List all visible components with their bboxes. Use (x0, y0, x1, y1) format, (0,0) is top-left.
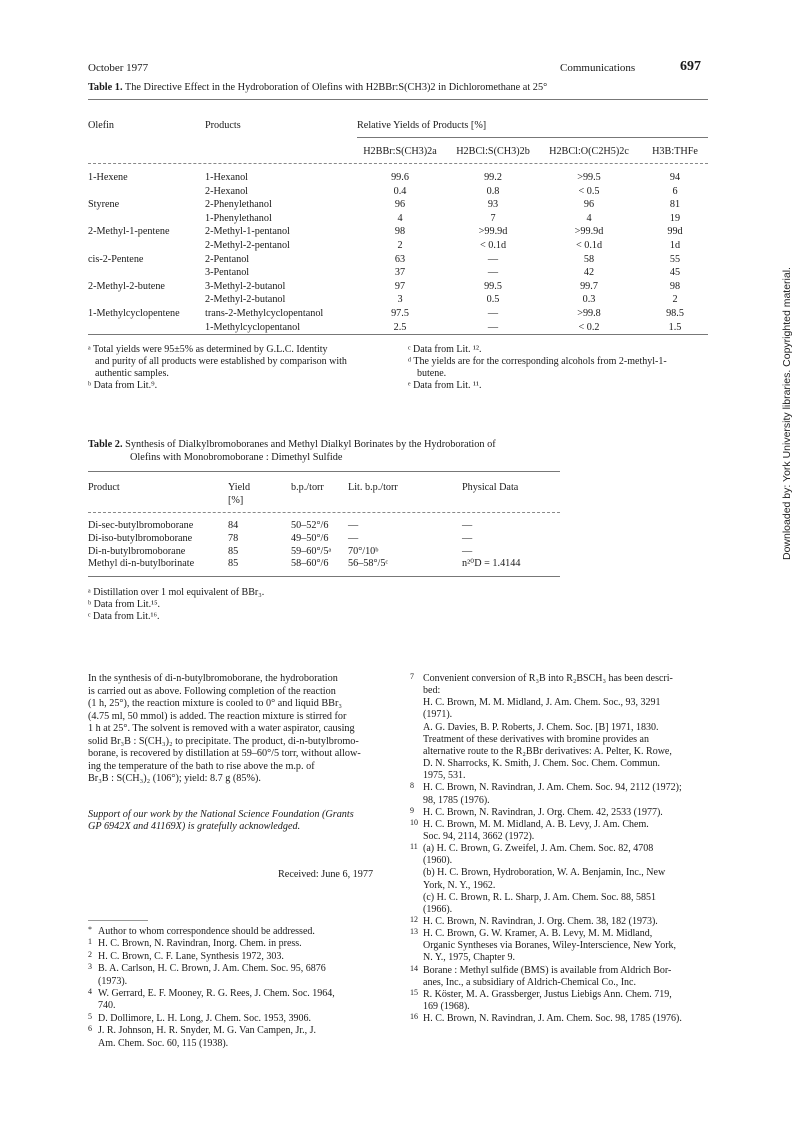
table1-olefin-cell: Styrene (88, 199, 120, 211)
reference-number: 10 (410, 817, 418, 827)
table1-value-cell: 99d (667, 226, 683, 238)
table1-product-cell: 3-Methyl-2-butanol (205, 280, 286, 292)
reference-line: (1960). (423, 855, 453, 867)
running-header-section: Communications (560, 62, 636, 74)
table2-product-cell: Di-n-butylbromoborane (88, 545, 186, 557)
table2-footnote-c: ᶜ Data from Lit.¹⁶. (88, 611, 160, 622)
table1-value-cell: 98.5 (666, 308, 684, 319)
table1-olefin-cell: 1-Hexene (88, 172, 128, 183)
table1-product-cell: 2-Methyl-2-butanol (205, 294, 286, 306)
table1-value-cell: 4 (397, 212, 403, 224)
reference-line: H. C. Brown, N. Ravindran, J. Org. Chem. 42, 2533 (1977). (423, 806, 663, 818)
table2-col-physical-data: Physical Data (462, 482, 519, 493)
reference-line: (c) H. C. Brown, R. L. Sharp, J. Am. Chem. Soc. 88, 5851 (423, 891, 657, 903)
reference-line: alternative route to the R₂BBr derivatives: A. Pelter, K. Rowe, (423, 745, 672, 757)
reference-number: * (88, 925, 92, 934)
table1-value-cell: 2 (672, 294, 678, 306)
table1-value-cell: — (487, 321, 499, 333)
received-date: Received: June 6, 1977 (278, 869, 374, 880)
reference-line: B. A. Carlson, H. C. Brown, J. Am. Chem. Soc. 95, 6876 (98, 963, 326, 975)
reference-number: 4 (88, 987, 92, 996)
table1-value-cell: >99.9d (478, 226, 508, 238)
table1-value-cell: 98 (394, 226, 406, 238)
reference-line: H. C. Brown, G. W. Kramer, A. B. Levy, M. M. Midland, (423, 928, 653, 940)
reference-line: Convenient conversion of R₃B into R₂BSCH₃ has been descri- (423, 673, 673, 684)
table2-phys-cell: n²⁰D = 1.4144 (462, 558, 521, 570)
reference-line: (1971). (423, 709, 453, 721)
table1-value-cell: 6 (672, 185, 678, 197)
table2-bp-cell: 50–52°/6 (291, 520, 329, 531)
acknowledgement-line2 (88, 821, 300, 833)
table1-value-cell: 97 (394, 280, 406, 292)
table1-value-cell: 4 (586, 212, 592, 224)
table1-value-cell: >99.5 (577, 172, 601, 183)
table2-caption-line2: Olefins with Monobromoborane : Dimethyl Sulfide (130, 452, 343, 463)
table1-footnote-b: ᵇ Data from Lit.⁹. (88, 380, 158, 391)
table2-lit-cell: 70°/10ᵇ (348, 545, 379, 557)
table1-value-cell: 0.8 (486, 185, 500, 197)
reference-line: 169 (1968). (423, 1001, 470, 1013)
body-line: is carried out as above. Following completion of the reaction (88, 685, 336, 697)
table1-value-cell: 3 (397, 294, 403, 306)
table2-phys-cell: — (462, 520, 473, 531)
reference-line: Organic Syntheses via Boranes, Wiley-Interscience, New York, (423, 940, 677, 952)
table1-product-cell: 2-Pentanol (205, 253, 250, 265)
page-number: 697 (680, 59, 701, 74)
table1-value-cell: < 0.2 (578, 321, 600, 333)
table1-olefin-cell: 1-Methylcyclopentene (88, 308, 180, 319)
table2-col-lit-bp: Lit. b.p./torr (348, 482, 398, 493)
table2-col-yield: Yield (228, 482, 251, 493)
table1-value-cell: 45 (669, 267, 681, 279)
reference-line: H. C. Brown, N. Ravindran, J. Org. Chem. 38, 182 (1973). (423, 916, 658, 927)
table2-bp-cell: 49–50°/6 (291, 532, 329, 544)
table2-yield-cell: 85 (228, 558, 239, 570)
table1-footnote-d-line2: butene. (417, 368, 447, 379)
table1-product-cell: trans-2-Methylcyclopentanol (205, 308, 324, 319)
table1-value-cell: 99.7 (580, 280, 598, 292)
table1-value-cell: 98 (669, 280, 681, 292)
reference-number: 3 (88, 962, 92, 972)
acknowledgement-text1: Support of our work by the National Science Foundation (Grants (88, 809, 354, 820)
reference-line: H. C. Brown, M. M. Midland, A. B. Levy, J. Am. Chem. (423, 818, 649, 830)
reference-line: bed: (423, 685, 441, 697)
table1-product-cell: 2-Phenylethanol (205, 199, 272, 211)
reference-line: J. R. Johnson, H. R. Snyder, M. G. Van Campen, Jr., J. (98, 1025, 317, 1037)
table1-product-cell: 2-Methyl-2-pentanol (205, 240, 290, 251)
table2-phys-cell: — (462, 532, 473, 544)
table1-footnote-d-line1: ᵈ The yields are for the corresponding alcohols from 2-methyl-1- (408, 356, 667, 367)
acknowledgement-line1 (88, 809, 354, 821)
table2-yield-cell: 84 (228, 520, 239, 531)
table1-value-cell: 0.3 (582, 294, 596, 306)
reference-line: Soc. 94, 2114, 3662 (1972). (423, 830, 535, 842)
body-line: (1 h, 25°), the reaction mixture is cooled to 0° and liquid BBr₃ (88, 698, 342, 709)
running-header-date: October 1977 (88, 62, 149, 74)
table1-value-cell: — (487, 253, 499, 265)
table2-bp-cell: 58–60°/6 (291, 558, 329, 570)
table1-value-cell: 99.6 (391, 172, 409, 183)
table1-value-cell: 1d (669, 240, 681, 251)
table1-value-cell: — (487, 308, 499, 319)
table1-product-cell: 1-Hexanol (205, 172, 248, 183)
table2-col-product: Product (88, 482, 120, 493)
table1-value-cell: >99.9d (574, 226, 604, 238)
table1-product-cell: 2-Methyl-1-pentanol (205, 226, 290, 238)
table1-value-cell: 19 (669, 212, 681, 224)
table2-footnote-b: ᵇ Data from Lit.¹⁵. (88, 599, 161, 610)
reference-line: H. C. Brown, N. Ravindran, J. Am. Chem. Soc. 98, 1785 (1976). (423, 1013, 682, 1025)
table1-value-cell: 81 (669, 199, 681, 211)
table2-lit-cell: — (348, 532, 359, 544)
reference-line: 98, 1785 (1976). (423, 794, 490, 806)
table1-product-cell: 1-Phenylethanol (205, 212, 272, 224)
reference-number: 2 (88, 949, 92, 959)
table1-caption (88, 81, 728, 94)
reference-line: (b) H. C. Brown, Hydroboration, W. A. Benjamin, Inc., New (423, 867, 666, 879)
body-line: ing the temperature of the bath to rise above the m.p. of (88, 760, 315, 772)
table2-yield-cell: 78 (228, 532, 239, 544)
body-line: Br₃B : S(CH₃)₂ (106°); yield: 8.7 g (85%). (88, 773, 261, 784)
body-line: 1 h at 25°. The solvent is removed with a water aspirator, causing (88, 723, 355, 734)
table1-value-cell: 58 (583, 253, 595, 265)
table2-lit-cell: — (348, 520, 359, 531)
table2-footnote-a: ᵃ Distillation over 1 mol equivalent of BBr₃. (88, 587, 265, 598)
acknowledgement-text2: GP 6942X and 41169X) is gratefully acknowledged. (88, 821, 301, 832)
table1-value-cell: 37 (394, 267, 406, 279)
reference-line: 1975, 531. (423, 770, 466, 782)
reference-number: 13 (410, 927, 418, 937)
table2-product-cell: Methyl di-n-butylborinate (88, 558, 195, 570)
table1-olefin-cell: 2-Methyl-2-butene (88, 280, 165, 292)
reference-line: H. C. Brown, N. Ravindran, Inorg. Chem. in press. (98, 938, 302, 950)
body-line: solid Br₃B : S(CH₃)₂ to precipitate. The product, di-n-butylbromo- (88, 735, 359, 747)
reference-line: H. C. Brown, M. M. Midland, J. Am. Chem. Soc., 93, 3291 (423, 697, 661, 709)
reference-line: (1966). (423, 903, 453, 915)
reference-number: 12 (410, 915, 418, 924)
reference-line: H. C. Brown, C. F. Lane, Synthesis 1972, 303. (98, 950, 284, 962)
table1-footnote-a-line3: authentic samples. (95, 368, 169, 379)
download-watermark: Downloaded by: York University libraries. Copyrighted material. (781, 267, 793, 560)
table2-lit-cell: 56–58°/5ᶜ (348, 558, 389, 570)
table1-value-cell: 42 (583, 267, 595, 279)
reference-line: W. Gerrard, E. F. Mooney, R. G. Rees, J. Chem. Soc. 1964, (98, 988, 335, 999)
reference-line: Am. Chem. Soc. 60, 115 (1938). (98, 1037, 229, 1049)
table2-yield-cell: 85 (228, 545, 239, 557)
table1-product-cell: 3-Pentanol (205, 267, 250, 279)
table1-olefin-cell: 2-Methyl-1-pentene (88, 226, 170, 238)
reference-line: Borane : Methyl sulfide (BMS) is available from Aldrich Bor- (423, 964, 672, 976)
table2-product-cell: Di-iso-butylbromoborane (88, 532, 193, 544)
table1-value-cell: 63 (394, 253, 406, 265)
body-line: borane, is recovered by distillation at 59–60°/5 torr, without allow- (88, 748, 361, 759)
reference-number: 14 (410, 963, 418, 973)
table2-caption-line1 (88, 438, 496, 451)
table2-product-cell: Di-sec-butylbromoborane (88, 520, 194, 531)
reference-line: Author to whom correspondence should be addressed. (98, 926, 315, 937)
reference-number: 7 (410, 672, 414, 681)
table1-value-cell: 99.2 (484, 172, 502, 183)
table1-value-cell: < 0.5 (578, 185, 600, 197)
table1-col-products: Products (205, 120, 241, 131)
reference-number: 6 (88, 1024, 92, 1034)
table1-value-cell: 0.4 (393, 185, 407, 197)
table1-subcol-0: H2BBr:S(CH3)2a (363, 146, 437, 157)
reference-line: Treatment of these derivatives with bromine provides an (423, 733, 649, 745)
table1-value-cell: < 0.1d (479, 240, 507, 251)
table1-value-cell: 0.5 (486, 294, 500, 306)
table2-caption-text1: Synthesis of Dialkylbromoboranes and Methyl Dialkyl Borinates by the Hydroboration of (125, 439, 496, 450)
table1-col-relative-yields: Relative Yields of Products [%] (357, 120, 487, 131)
table1-footnote-a-line2: and purity of all products were established by comparison with (95, 356, 347, 367)
table1-value-cell: 1.5 (668, 321, 682, 333)
table1-value-cell: 99.5 (484, 280, 502, 292)
reference-number: 15 (410, 987, 418, 997)
body-line: In the synthesis of di-n-butylbromoborane, the hydroboration (88, 673, 338, 684)
reference-number: 11 (410, 842, 418, 852)
table1-olefin-cell: cis-2-Pentene (88, 253, 144, 265)
reference-number: 1 (88, 937, 92, 947)
table1-value-cell: 55 (669, 253, 681, 265)
table1-value-cell: 97.5 (391, 308, 409, 319)
table1-value-cell: >99.8 (577, 308, 601, 319)
table1-value-cell: 94 (669, 172, 681, 183)
table1-footnote-e: ᵉ Data from Lit. ¹¹. (408, 380, 482, 391)
reference-number: 9 (410, 805, 414, 815)
table1-value-cell: < 0.1d (575, 240, 603, 251)
table1-col-olefin: Olefin (88, 120, 115, 131)
table2-phys-cell: — (462, 545, 473, 557)
body-line: (4.75 ml, 50 mmol) is added. The reaction mixture is stirred for (88, 710, 347, 722)
reference-line: 740. (98, 1000, 116, 1012)
reference-line: H. C. Brown, N. Ravindran, J. Am. Chem. Soc. 94, 2112 (1972); (423, 782, 682, 794)
reference-line: anes, Inc., a subsidiary of Aldrich-Chemical Co., Inc. (423, 976, 636, 988)
reference-line: (1973). (98, 975, 128, 987)
table2-label: Table 2. (88, 439, 123, 450)
reference-line: A. G. Davies, B. P. Roberts, J. Chem. Soc. [B] 1971, 1830. (423, 721, 659, 733)
table1-footnote-a-line1: ᵃ Total yields were 95±5% as determined by G.L.C. Identity (88, 344, 328, 355)
table1-subcol-2: H2BCl:O(C2H5)2c (549, 146, 629, 157)
reference-line: (a) H. C. Brown, G. Zweifel, J. Am. Chem. Soc. 82, 4708 (423, 843, 654, 855)
table1-value-cell: 93 (487, 199, 499, 211)
table2-bp-cell: 59–60°/5ᵃ (291, 545, 332, 557)
reference-line: N. Y., 1975, Chapter 9. (423, 952, 515, 964)
reference-number: 16 (410, 1012, 418, 1022)
reference-number: 5 (88, 1011, 92, 1021)
table1-product-cell: 1-Methylcyclopentanol (205, 321, 301, 333)
table1-value-cell: — (487, 267, 499, 279)
table1-value-cell: 2.5 (393, 321, 407, 333)
table1-value-cell: 96 (583, 199, 595, 211)
reference-line: D. Dollimore, L. H. Long, J. Chem. Soc. 1953, 3906. (98, 1012, 312, 1024)
reference-line: D. N. Sharrocks, K. Smith, J. Chem. Soc. Chem. Commun. (423, 758, 660, 770)
table1-product-cell: 2-Hexanol (205, 185, 248, 197)
table2-col-bp: b.p./torr (291, 482, 324, 493)
table1-subcol-3: H3B:THFe (652, 146, 698, 157)
table1-footnote-c: ᶜ Data from Lit. ¹². (408, 344, 482, 355)
table1-value-cell: 96 (394, 199, 406, 211)
reference-line: R. Köster, M. A. Grassberger, Justus Liebigs Ann. Chem. 719, (423, 988, 672, 1000)
table1-caption-text: The Directive Effect in the Hydroboration of Olefins with H2BBr:S(CH3)2 in Dichloromethane at 25° (124, 82, 548, 93)
table1-label: Table 1. (88, 82, 123, 93)
table2-col-yield-unit: [%] (228, 495, 244, 506)
table1-value-cell: 7 (490, 212, 496, 224)
table1-value-cell: 2 (397, 240, 403, 251)
table1-subcol-1: H2BCl:S(CH3)2b (456, 146, 530, 157)
reference-line: York, N. Y., 1962. (423, 879, 496, 891)
reference-number: 8 (410, 781, 414, 791)
